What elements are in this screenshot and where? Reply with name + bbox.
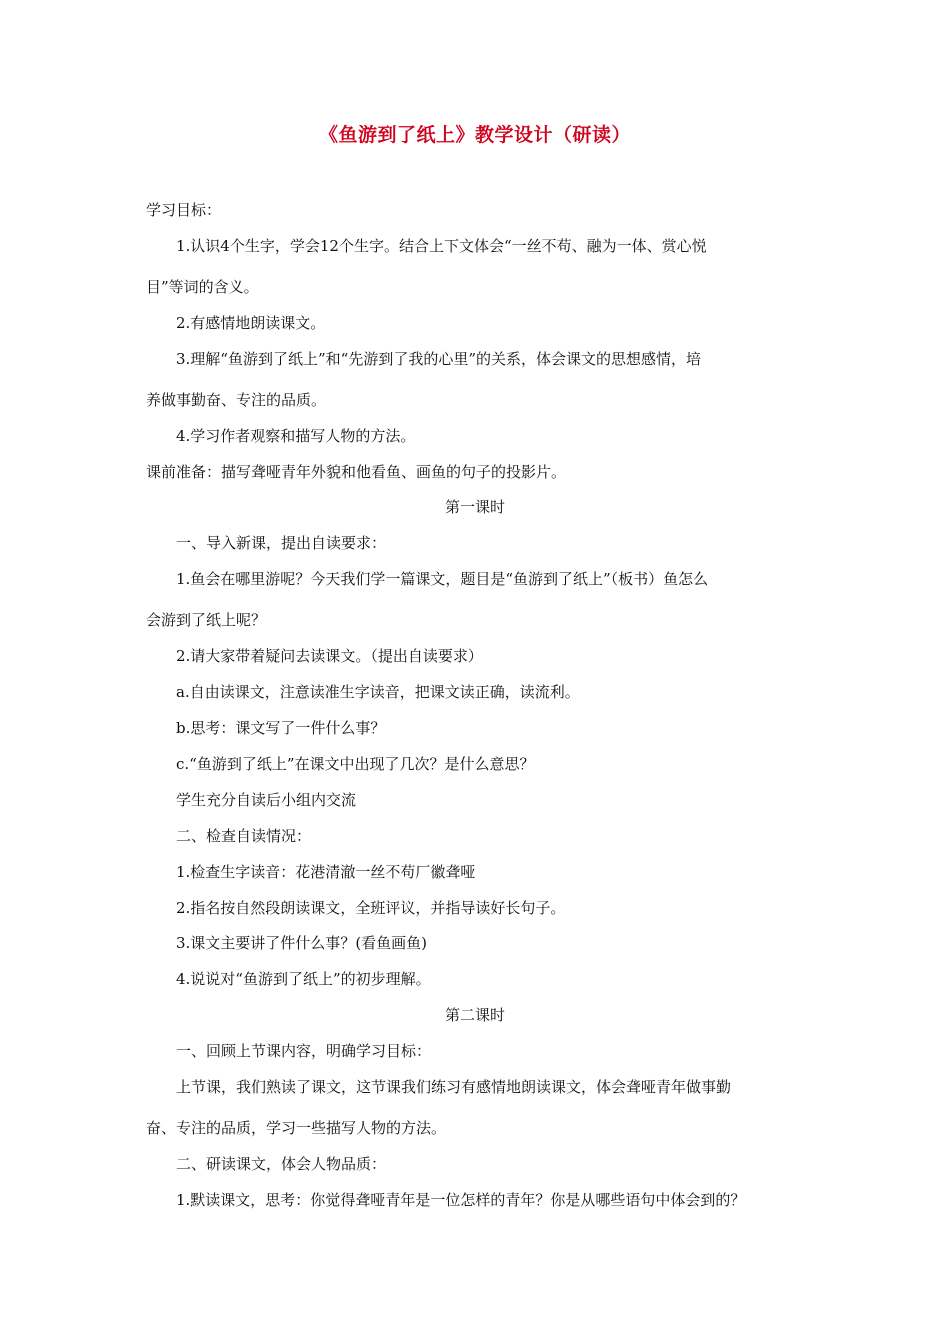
paragraph-line: 上节课，我们熟读了课文，这节课我们练习有感情地朗读课文，体会聋哑青年做事勤 <box>176 1078 732 1096</box>
section-heading-lesson-2: 第二课时 <box>444 1006 505 1024</box>
paragraph-line: 2.指名按自然段朗读课文，全班评议，并指导读好长句子。 <box>176 899 566 917</box>
paragraph-line: 二、研读课文，体会人物品质： <box>176 1155 387 1173</box>
paragraph-line: 3.课文主要讲了件什么事？(看鱼画鱼) <box>176 934 428 952</box>
paragraph-line: c.“鱼游到了纸上”在课文中出现了几次？是什么意思？ <box>176 755 535 773</box>
paragraph-line: 一、回顾上节课内容，明确学习目标： <box>176 1042 432 1060</box>
paragraph-line: 课前准备：描写聋哑青年外貌和他看鱼、画鱼的句子的投影片。 <box>146 463 567 481</box>
paragraph-line: 2.有感情地朗读课文。 <box>176 314 326 332</box>
paragraph-line: 1.认识4个生字，学会12个生字。结合上下文体会“一丝不苟、融为一体、赏心悦 <box>176 237 707 255</box>
section-heading-goals: 学习目标： <box>146 201 222 219</box>
paragraph-line: 学生充分自读后小组内交流 <box>176 791 357 809</box>
paragraph-line: 1.检查生字读音：花港清澈一丝不苟厂徽聋哑 <box>176 863 476 881</box>
paragraph-line: b.思考：课文写了一件什么事？ <box>176 719 386 737</box>
paragraph-line: 目”等词的含义。 <box>146 278 259 296</box>
paragraph-line: a.自由读课文，注意读准生字读音，把课文读正确，读流利。 <box>176 683 580 701</box>
paragraph-line: 2.请大家带着疑问去读课文。（提出自读要求） <box>176 647 483 665</box>
paragraph-line: 4.学习作者观察和描写人物的方法。 <box>176 427 416 445</box>
paragraph-line: 3.理解“鱼游到了纸上”和“先游到了我的心里”的关系，体会课文的思想感情，培 <box>176 350 701 368</box>
paragraph-line: 1.鱼会在哪里游呢？今天我们学一篇课文，题目是“鱼游到了纸上”（板书）鱼怎么 <box>176 570 709 588</box>
paragraph-line: 会游到了纸上呢？ <box>146 611 267 629</box>
document-title: 《鱼游到了纸上》教学设计（研读） <box>318 124 631 146</box>
paragraph-line: 4.说说对“鱼游到了纸上”的初步理解。 <box>176 970 431 988</box>
paragraph-line: 一、导入新课，提出自读要求： <box>176 534 387 552</box>
section-heading-lesson-1: 第一课时 <box>444 498 505 516</box>
paragraph-line: 养做事勤奋、专注的品质。 <box>146 391 327 409</box>
paragraph-line: 二、检查自读情况： <box>176 827 312 845</box>
paragraph-line: 1.默读课文，思考：你觉得聋哑青年是一位怎样的青年？你是从哪些语句中体会到的？ <box>176 1191 746 1209</box>
paragraph-line: 奋、专注的品质，学习一些描写人物的方法。 <box>146 1119 447 1137</box>
